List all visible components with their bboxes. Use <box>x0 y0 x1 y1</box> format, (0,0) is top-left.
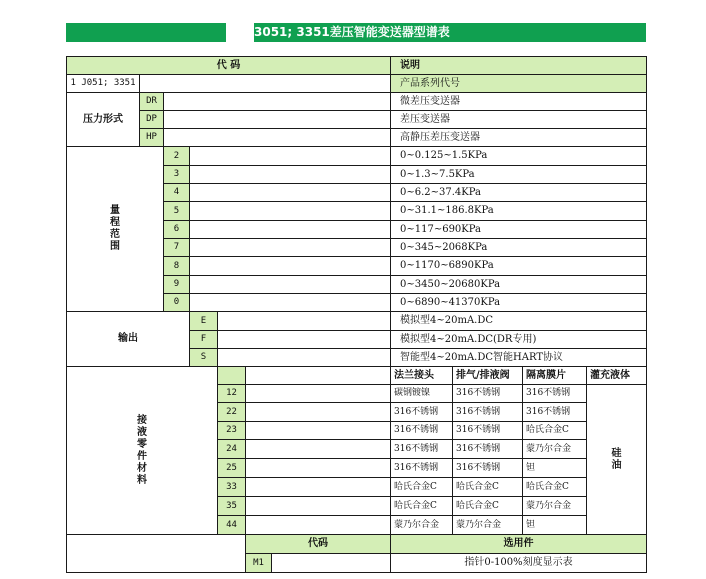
materials-header-blank <box>245 366 391 385</box>
range-blank <box>189 183 391 202</box>
range-code-2: 2 <box>163 146 190 166</box>
title-bar-left <box>66 23 226 42</box>
pressure-code-DP: DP <box>139 110 164 129</box>
output-code-S: S <box>189 348 218 367</box>
materials-code-12: 12 <box>217 384 246 403</box>
range-code-8: 8 <box>163 256 190 276</box>
materials-code-23: 23 <box>217 421 246 440</box>
range-blank <box>189 165 391 184</box>
range-code-0: 0 <box>163 293 190 312</box>
materials-header: 隔离膜片 <box>522 366 587 385</box>
output-code-E: E <box>189 311 218 331</box>
option-blank <box>271 553 391 573</box>
output-blank <box>217 348 391 367</box>
materials-blank <box>245 384 391 403</box>
options-left-blank <box>66 534 246 573</box>
materials-code-header <box>217 366 246 385</box>
materials-blank <box>245 496 391 516</box>
diaphragm-material: 蒙乃尔合金 <box>522 496 587 516</box>
vent-material: 316不锈钢 <box>452 458 523 478</box>
materials-label: 接 液 零 件 材 料 <box>66 366 218 535</box>
fill-liquid: 硅 油 <box>586 384 647 535</box>
diaphragm-material: 钽 <box>522 515 587 535</box>
materials-blank <box>245 458 391 478</box>
range-blank <box>189 256 391 276</box>
pressure-description: 差压变送器 <box>390 110 647 129</box>
pressure-description: 微差压变送器 <box>390 92 647 111</box>
series-blank <box>139 74 391 93</box>
flange-material: 316不锈钢 <box>390 402 453 422</box>
flange-material: 316不锈钢 <box>390 439 453 459</box>
materials-blank <box>245 439 391 459</box>
options-description-header: 选用件 <box>390 534 647 554</box>
range-code-5: 5 <box>163 201 190 221</box>
vent-material: 哈氏合金C <box>452 477 523 497</box>
materials-code-35: 35 <box>217 496 246 516</box>
range-description: 0~6.2~37.4KPa <box>390 183 647 202</box>
range-code-3: 3 <box>163 165 190 184</box>
vent-material: 316不锈钢 <box>452 402 523 422</box>
series-description: 产品系列代号 <box>390 74 647 93</box>
diaphragm-material: 哈氏合金C <box>522 477 587 497</box>
output-description: 智能型4~20mA.DC智能HART协议 <box>390 348 647 367</box>
range-blank <box>189 293 391 312</box>
range-description: 0~0.125~1.5KPa <box>390 146 647 166</box>
diaphragm-material: 316不锈钢 <box>522 384 587 403</box>
range-code-7: 7 <box>163 238 190 257</box>
output-label: 输出 <box>66 311 190 367</box>
range-blank <box>189 220 391 239</box>
range-description: 0~1170~6890KPa <box>390 256 647 276</box>
pressure-form-label: 压力形式 <box>66 92 140 147</box>
materials-blank <box>245 421 391 440</box>
pressure-description: 高静压差压变送器 <box>390 128 647 147</box>
header-description: 说明 <box>390 56 647 75</box>
materials-header: 灌充液体 <box>586 366 647 385</box>
series-code: 1 J051; 3351 <box>66 74 140 93</box>
range-description: 0~31.1~186.8KPa <box>390 201 647 221</box>
output-description: 模拟型4~20mA.DC <box>390 311 647 331</box>
flange-material: 哈氏合金C <box>390 477 453 497</box>
output-code-F: F <box>189 330 218 349</box>
range-label: 量 程 范 围 <box>66 146 164 312</box>
option-description: 指针0-100%刻度显示表 <box>390 553 647 573</box>
output-blank <box>217 330 391 349</box>
vent-material: 316不锈钢 <box>452 421 523 440</box>
materials-code-24: 24 <box>217 439 246 459</box>
materials-code-33: 33 <box>217 477 246 497</box>
range-blank <box>189 275 391 294</box>
materials-header: 排气/排液阀 <box>452 366 523 385</box>
flange-material: 316不锈钢 <box>390 458 453 478</box>
page-title: 3051; 3351差压智能变送器型谱表 <box>254 25 450 39</box>
pressure-code-HP: HP <box>139 128 164 147</box>
materials-header: 法兰接头 <box>390 366 453 385</box>
option-code-M1: M1 <box>245 553 272 573</box>
vent-material: 316不锈钢 <box>452 384 523 403</box>
range-description: 0~117~690KPa <box>390 220 647 239</box>
vent-material: 哈氏合金C <box>452 496 523 516</box>
materials-blank <box>245 402 391 422</box>
header-code: 代 码 <box>66 56 391 75</box>
pressure-blank <box>163 128 391 147</box>
output-description: 模拟型4~20mA.DC(DR专用) <box>390 330 647 349</box>
pressure-code-DR: DR <box>139 92 164 111</box>
diaphragm-material: 哈氏合金C <box>522 421 587 440</box>
flange-material: 碳钢镀镍 <box>390 384 453 403</box>
range-description: 0~345~2068KPa <box>390 238 647 257</box>
range-blank <box>189 146 391 166</box>
pressure-blank <box>163 92 391 111</box>
range-description: 0~3450~20680KPa <box>390 275 647 294</box>
range-code-9: 9 <box>163 275 190 294</box>
flange-material: 哈氏合金C <box>390 496 453 516</box>
materials-code-22: 22 <box>217 402 246 422</box>
range-blank <box>189 201 391 221</box>
options-code-header: 代码 <box>245 534 391 554</box>
materials-code-44: 44 <box>217 515 246 535</box>
range-code-6: 6 <box>163 220 190 239</box>
range-blank <box>189 238 391 257</box>
materials-code-25: 25 <box>217 458 246 478</box>
vent-material: 316不锈钢 <box>452 439 523 459</box>
range-description: 0~6890~41370KPa <box>390 293 647 312</box>
vent-material: 蒙乃尔合金 <box>452 515 523 535</box>
pressure-blank <box>163 110 391 129</box>
range-description: 0~1.3~7.5KPa <box>390 165 647 184</box>
materials-blank <box>245 515 391 535</box>
range-code-4: 4 <box>163 183 190 202</box>
diaphragm-material: 钽 <box>522 458 587 478</box>
flange-material: 蒙乃尔合金 <box>390 515 453 535</box>
diaphragm-material: 蒙乃尔合金 <box>522 439 587 459</box>
materials-blank <box>245 477 391 497</box>
output-blank <box>217 311 391 331</box>
flange-material: 316不锈钢 <box>390 421 453 440</box>
diaphragm-material: 316不锈钢 <box>522 402 587 422</box>
